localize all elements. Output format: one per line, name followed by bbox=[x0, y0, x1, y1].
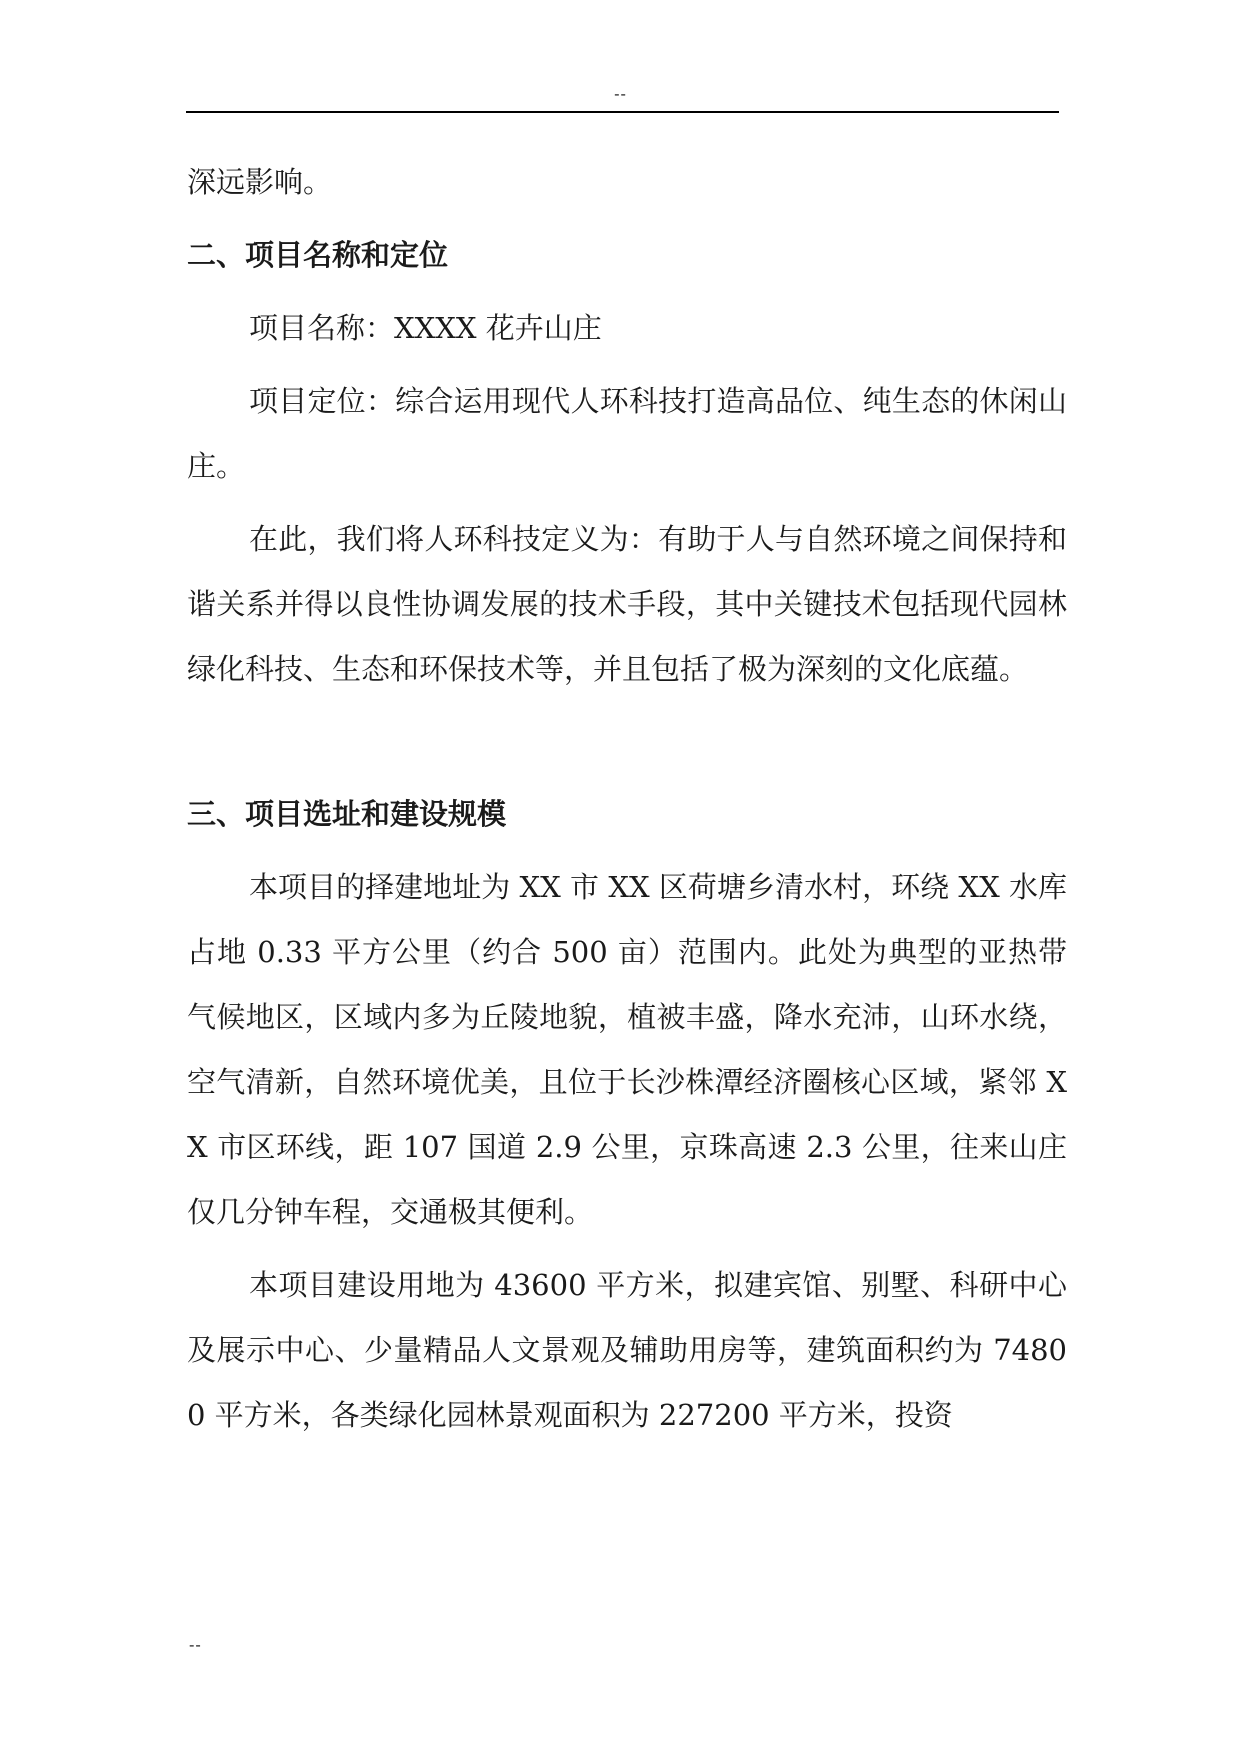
section-heading-2: 二、项目名称和定位 bbox=[187, 238, 449, 272]
paragraph-project-positioning: 项目定位：综合运用现代人环科技打造高品位、纯生态的休闲山庄。 bbox=[187, 384, 1067, 483]
paragraph-site-location: 本项目的择建地址为 XX 市 XX 区荷塘乡清水村，环绕 XX 水库占地 0.33 平方公里（约合 500 亩）范围内。此处为典型的亚热带气候地区，区域内多为丘陵地貌，植被丰盛，降水充沛，山环水绕，空气清新，自然环境优美，且位于长沙株潭经济圈核心区域，紧邻 XX 市区环线，距 107 国道 2.9 公里，京珠高速 2.3 公里，往来山庄仅几分钟车程，交通极其便利。 bbox=[187, 870, 1067, 1229]
paragraph-technology-definition: 在此，我们将人环科技定义为：有助于人与自然环境之间保持和谐关系并得以良性协调发展的技术手段，其中关键技术包括现代园林绿化科技、生态和环保技术等，并且包括了极为深刻的文化底蕴。 bbox=[187, 522, 1067, 686]
page-footer-mark: -- bbox=[189, 1635, 202, 1654]
section-heading-3: 三、项目选址和建设规模 bbox=[187, 797, 507, 831]
paragraph-construction-scale: 本项目建设用地为 43600 平方米，拟建宾馆、别墅、科研中心及展示中心、少量精品人文景观及辅助用房等，建筑面积约为 74800 平方米，各类绿化园林景观面积为 227200 平方米，投资 bbox=[187, 1268, 1067, 1432]
paragraph-continuation: 深远影响。 bbox=[187, 165, 333, 199]
paragraph-project-name: 项目名称：XXXX 花卉山庄 bbox=[249, 311, 602, 345]
page-header-mark: -- bbox=[614, 84, 627, 103]
header-rule bbox=[186, 111, 1059, 113]
page-body bbox=[187, 150, 1067, 1448]
